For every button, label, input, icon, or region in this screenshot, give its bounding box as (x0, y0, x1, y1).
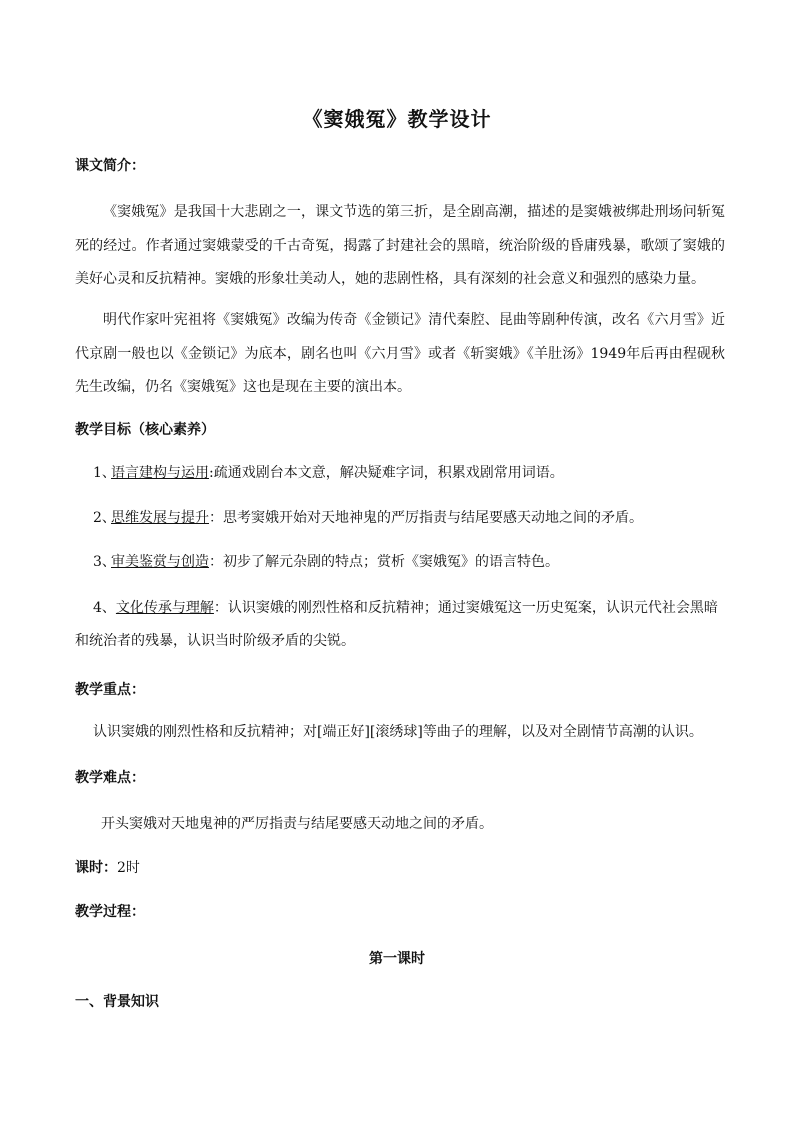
goal-label: 思维发展与提升 (111, 510, 209, 526)
goal-separator: ： (209, 510, 223, 526)
goal-number: 1、 (93, 465, 116, 481)
goals-heading: 教学目标（核心素养） (75, 422, 215, 438)
class-hours (75, 858, 140, 878)
intro-heading: 课文简介： (75, 158, 145, 174)
goal-item (75, 457, 725, 490)
goal-number: 2、 (93, 510, 116, 526)
goal-number: 3、 (93, 554, 116, 570)
goal-separator: ： (209, 554, 223, 570)
goal-separator: ： (213, 600, 228, 616)
section-heading: 一、背景知识 (75, 994, 159, 1010)
key-points-heading: 教学重点： (75, 682, 145, 698)
class-hours-label: 课时： (75, 860, 117, 876)
goal-text: 认识窦娥的刚烈性格和反抗精神；通过窦娥冤这一历史冤案，认识元代社会黑暗和统治者的残暴，认识当时阶级矛盾的尖锐。 (75, 600, 718, 649)
document-title: 《窦娥冤》教学设计 (302, 107, 492, 131)
goal-label: 文化传承与理解 (115, 600, 214, 616)
lesson-heading: 第一课时 (369, 951, 425, 967)
class-hours-value: 2时 (117, 860, 140, 876)
goal-text: 初步了解元杂剧的特点；赏析《窦娥冤》的语言特色。 (223, 554, 559, 570)
intro-paragraph-2: 明代作家叶宪祖将《窦娥冤》改编为传奇《金锁记》清代秦腔、昆曲等剧种传演，改名《六月雪》近代京剧一般也以《金锁记》为底本，剧名也叫《六月雪》或者《斩窦娥》《羊肚汤》1949年后再由程砚秋先生改编，仍名《窦娥冤》这也是现在主要的演出本。 (75, 312, 725, 395)
goal-label: 语言建构与运用 (111, 465, 209, 481)
goal-separator: : (209, 465, 214, 481)
goal-item (75, 592, 725, 658)
difficulty-text: 开头窦娥对天地鬼神的严厉指责与结尾要感天动地之间的矛盾。 (101, 816, 493, 832)
goal-item (75, 502, 725, 535)
key-points-text: 认识窦娥的刚烈性格和反抗精神；对[端正好][滚绣球]等曲子的理解，以及对全剧情节高潮的认识。 (93, 724, 703, 740)
process-heading: 教学过程： (75, 904, 145, 920)
difficulty-heading: 教学难点： (75, 770, 145, 786)
intro-paragraph-1: 《窦娥冤》是我国十大悲剧之一，课文节选的第三折，是全剧高潮，描述的是窦娥被绑赴刑场问斩冤死的经过。作者通过窦娥蒙受的千古奇冤，揭露了封建社会的黑暗，统治阶级的昏庸残暴，歌颂了窦娥的美好心灵和反抗精神。窦娥的形象壮美动人，她的悲剧性格，具有深刻的社会意义和强烈的感染力量。 (75, 204, 725, 287)
goal-item (75, 546, 725, 579)
goal-text: 疏通戏剧台本文意，解决疑难字词，积累戏剧常用词语。 (213, 465, 564, 481)
goal-text: 思考窦娥开始对天地神鬼的严厉指责与结尾要感天动地之间的矛盾。 (223, 510, 643, 526)
goal-number: 4、 (93, 600, 116, 616)
goal-label: 审美鉴赏与创造 (111, 554, 209, 570)
